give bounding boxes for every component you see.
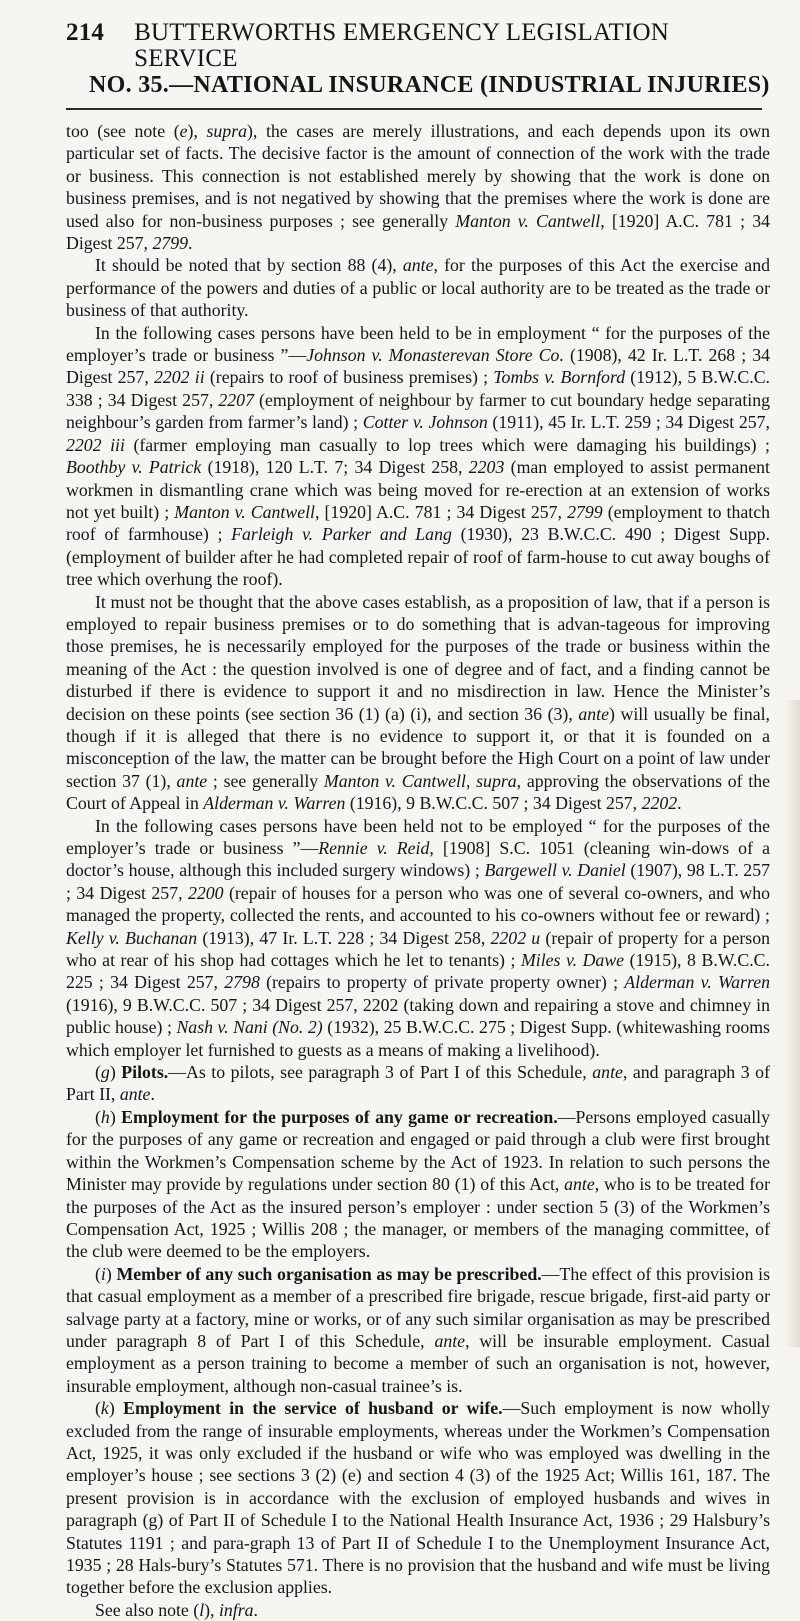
italic-text: ante [578, 703, 609, 724]
italic-text: Alderman v. Warren [624, 972, 770, 993]
italic-text: Johnson v. Monasterevan Store Co. [306, 345, 564, 366]
running-head [66, 20, 770, 72]
italic-text: supra [476, 770, 517, 791]
text-run: ( [95, 1263, 101, 1284]
bold-heading: Member of any such organisation as may be prescribed. [116, 1263, 542, 1284]
italic-text: 2202 ii [153, 367, 205, 388]
text-run: . [150, 1084, 155, 1105]
italic-text: Rennie v. Reid [318, 838, 430, 858]
italic-text: k [100, 1398, 109, 1419]
header-rule [66, 108, 762, 110]
italic-text: i [100, 1263, 106, 1284]
text-run: (repairs to roof of business premises) ; [204, 367, 494, 388]
text-run: It must not be thought that the above cases establish, as a proposition of law, that if a person is employed to repair business premises or to do something that is advan-tageous for improving those premises, he is necessarily employed for the purposes of the trade or business within the meaning of the Act : the question involved is one of degree and of fact, and a finding cannot be disturbed if there is evidence to support it and no misdirection in law. Hence the Minister’s decision on these points (see section 36 (1) (a) (i), and section 36 (3), [66, 591, 770, 724]
text-run: ), the cases are merely illustrations, and each depends upon its own particular set of facts. The decisive factor is the amount of connection of the work with the trade or business. This connection is not established merely by showing that the work is done on business premises, and is not negatived by showing that the premises where the work is done are used also for non-business purposes ; see generally [66, 121, 771, 231]
text-run: ) will usually be final, though if it is alleged that there is no evidence to support it, or that it is founded on a misconception of the law, the matter can be brought before the High Court on a point of law under section 37 (1), [66, 703, 771, 791]
paragraph [66, 1397, 770, 1599]
text-run: (repair of houses for a person who was one of several co-owners, and who managed the property, collected the rents, and accounted to his co-owners without fee or reward) ; [66, 882, 770, 926]
body-text [66, 120, 770, 1621]
text-run: (1916), 9 B.W.C.C. 507 ; 34 Digest 257, [345, 793, 642, 814]
text-run: —Persons employed casually for the purposes of any game or recreation and engaged or paid through a club were first brought within the Workmen’s Compensation scheme by the Act of 1923. In relation to such persons the Minister may provide by regulations under section 80 (1) of this Act, [66, 1106, 770, 1195]
italic-text: ante [434, 1330, 466, 1351]
italic-text: Kelly v. Buchanan [66, 927, 198, 948]
paragraph [66, 1061, 770, 1106]
italic-text: infra [218, 1599, 254, 1620]
text-run: —Such employment is now wholly excluded from the range of insurable employments, whereas under the Workmen’s Compensation Act, 1925, it was only excluded if the husband or wife who was employed was dwelling in the employer’s house ; see sections 3 (2) (e) and section 4 (3) of the 1925 Act; Willis 161, 187. The present provision is in accordance with the exclusion of employed husbands and wives in paragraph (g) of Part II of Schedule I to the National Health Insurance Act, 1936 ; 29 Halsbury’s Statutes 1191 ; and para-graph 13 of Part II of Schedule I to the Unemployment Insurance Act, 1935 ; 28 Hals-bury’s Statutes 571. There is no provision that the husband and wife must be living together before the exclusion applies. [66, 1398, 770, 1598]
text-run: (repairs to property of private property owner) ; [259, 972, 625, 993]
text-run: (1918), 120 L.T. 7; 34 Digest 258, [201, 457, 469, 478]
text-run: too (see note ( [66, 121, 180, 141]
paragraph [66, 815, 770, 1061]
text-run: , [465, 770, 477, 791]
text-run: (employment to thatch roof of farmhouse) ; [66, 501, 770, 545]
italic-text: 2203 [468, 457, 505, 478]
text-run: ( [95, 1398, 101, 1419]
italic-text: ante [592, 1062, 623, 1083]
text-run: , [1908] S.C. 1051 (cleaning win-dows of a doctor’s house, although this included surgery windows) ; [66, 838, 770, 881]
text-run: , [1920] A.C. 781 ; 34 Digest 257, [66, 210, 771, 254]
italic-text: 2798 [224, 972, 260, 993]
italic-text: 2799 [152, 233, 188, 254]
text-run: . [188, 233, 193, 254]
italic-text: Manton v. Cantwell [174, 501, 315, 522]
italic-text: Manton v. Cantwell [323, 770, 466, 791]
paragraph [66, 1106, 770, 1263]
bold-heading: Employment in the service of husband or wife. [123, 1398, 503, 1419]
italic-text: h [100, 1106, 110, 1127]
italic-text: 2202 [641, 793, 678, 814]
text-run: ), [187, 121, 207, 141]
page-edge-shadow [784, 700, 800, 1347]
text-run: ), [204, 1599, 219, 1620]
page-number: 214 [66, 19, 105, 46]
italic-text: g [100, 1062, 110, 1083]
bold-heading: Pilots. [121, 1062, 169, 1083]
text-run: (1915), 8 B.W.C.C. 225 ; 34 Digest 257, [66, 950, 770, 993]
text-run: ) [109, 1062, 122, 1083]
italic-text: 2207 [218, 389, 254, 410]
italic-text: supra [206, 121, 248, 141]
text-run: , and paragraph 3 of Part II, [66, 1062, 770, 1105]
text-run: —As to pilots, see paragraph 3 of Part I of this Schedule, [168, 1062, 593, 1083]
text-run: . [253, 1599, 258, 1620]
text-run: (1912), 5 B.W.C.C. 338 ; 34 Digest 257, [66, 367, 770, 410]
text-run: . [677, 793, 682, 814]
text-run: (repair of property for a person who at rear of his shop had cottages which he let to tenants) ; [66, 927, 771, 971]
text-run: (1913), 47 Ir. L.T. 228 ; 34 Digest 258, [197, 927, 491, 948]
text-run: , who is to be treated for the purposes of the Act as the insured person’s employer : under section 5 (3) of the Workmen’s Compensation Act, 1925 ; Willis 208 ; the manager, or members of the managing committee, of the club were deemed to be the employers. [66, 1174, 770, 1262]
italic-text: Nash v. Nani (No. 2) [176, 1017, 323, 1038]
text-run: ; see generally [207, 770, 324, 791]
text-run: , for the purposes of this Act the exercise and performance of the powers and duties of a public or local authority are to be treated as the trade or business of that authority. [66, 255, 770, 321]
text-run: ) [105, 1263, 117, 1284]
text-run: —The effect of this provision is that casual employment as a member of a prescribed fire brigade, rescue brigade, first-aid party or salvage party at a factory, mine or works, or of any such similar organisation as may be prescribed under paragraph 8 of Part I of this Schedule, [66, 1263, 770, 1351]
text-run: (1916), 9 B.W.C.C. 507 ; 34 Digest 257, 2202 (taking down and repairing a stove and chimney in public house) ; [66, 994, 770, 1038]
text-run: , will be insurable employment. Casual employment as a person training to become a member of such an organisation is not, however, insurable employment, although non-casual trainee’s is. [66, 1330, 771, 1396]
italic-text: Cotter v. Johnson [362, 412, 488, 433]
text-run: In the following cases persons have been held not to be employed “ for the purposes of the employer’s trade or business ”— [66, 815, 770, 858]
text-run: ( [95, 1062, 101, 1083]
italic-text: e [179, 121, 188, 141]
text-run: (1932), 25 B.W.C.C. 275 ; Digest Supp. (whitewashing rooms which employer let furnished to guests as a means of making a livelihood). [66, 1017, 770, 1060]
italic-text: ante [176, 770, 208, 791]
running-title: BUTTERWORTHS EMERGENCY LEGISLATION SERVICE [134, 19, 670, 72]
text-run: ) [109, 1106, 122, 1127]
paragraph [66, 254, 770, 321]
paragraph [66, 120, 770, 254]
chapter-title: NO. 35.—NATIONAL INSURANCE (INDUSTRIAL INJURIES) [89, 72, 770, 98]
italic-text: Boothby v. Patrick [66, 457, 202, 478]
text-run: ) [108, 1398, 124, 1419]
italic-text: 2799 [567, 501, 603, 522]
text-run: In the following cases persons have been held to be in employment “ for the purposes of the employer’s trade or business ”— [66, 322, 770, 366]
italic-text: Farleigh v. Parker and Lang [231, 524, 452, 545]
text-run: (1907), 98 L.T. 257 ; 34 Digest 257, [66, 860, 770, 903]
text-run: (1930), 23 B.W.C.C. 490 ; Digest Supp. (employment of builder after he had completed repair of roof of farm-house to cut away boughs of tree which overhung the roof). [66, 524, 770, 590]
text-run: ( [95, 1106, 101, 1127]
text-run: , approving the observations of the Court of Appeal in [66, 770, 771, 814]
text-run: It should be noted that by section 88 (4), [95, 255, 403, 276]
italic-text: ante [402, 255, 434, 276]
text-run: See also note ( [95, 1599, 200, 1620]
bold-heading: Employment for the purposes of any game or recreation. [121, 1106, 558, 1127]
italic-text: 2202 iii [66, 434, 125, 455]
text-run: , [1920] A.C. 781 ; 34 Digest 257, [314, 501, 568, 522]
italic-text: Bargewell v. Daniel [484, 860, 626, 881]
paragraph [66, 1263, 770, 1397]
text-run: (employment of neighbour by farmer to cut boundary hedge separating neighbour’s garden from farmer’s land) ; [66, 389, 770, 433]
italic-text: Manton v. Cantwell [455, 210, 601, 231]
italic-text: l [199, 1599, 205, 1620]
text-run: (man employed to assist permanent workmen in dismantling crane which was being moved for re-erection at an extension of works not yet built) ; [66, 457, 770, 522]
italic-text: 2202 u [490, 927, 541, 948]
paragraph [66, 1599, 770, 1621]
italic-text: 2200 [187, 882, 224, 903]
italic-text: Alderman v. Warren [203, 793, 346, 814]
text-run: (farmer employing man casually to lop trees which were damaging his buildings) ; [124, 434, 770, 455]
italic-text: ante [119, 1084, 151, 1105]
text-run: (1911), 45 Ir. L.T. 259 ; 34 Digest 257, [487, 412, 770, 433]
text-run: (1908), 42 Ir. L.T. 268 ; 34 Digest 257, [66, 345, 770, 388]
paragraph [66, 591, 770, 815]
italic-text: Tombs v. Bornford [493, 367, 626, 388]
italic-text: Miles v. Dawe [520, 950, 625, 971]
italic-text: ante [564, 1174, 595, 1195]
paragraph [66, 322, 770, 591]
